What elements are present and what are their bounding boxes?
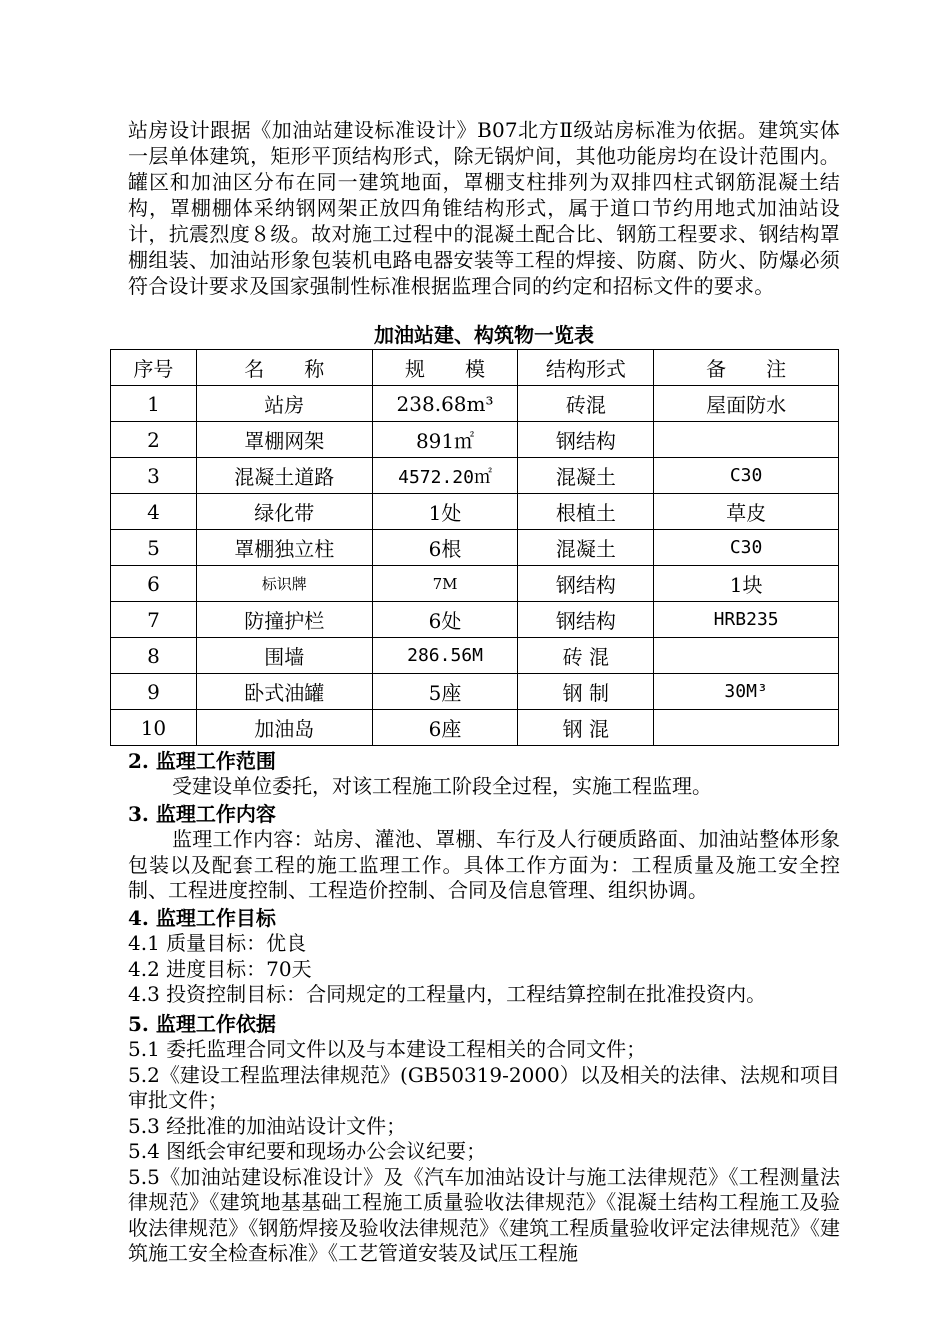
table-cell: 7M: [372, 566, 518, 602]
table-cell: [654, 710, 839, 746]
header-cell: 规 模: [372, 350, 518, 386]
table-row: [111, 386, 839, 422]
list-item: 5.1 委托监理合同文件以及与本建设工程相关的合同文件；: [128, 1037, 647, 1061]
structures-table: [110, 349, 839, 746]
table-cell: 草皮: [654, 494, 839, 530]
list-item: 5.3 经批准的加油站设计文件；: [128, 1113, 407, 1138]
section-body: 监理工作内容：站房、灌池、罩棚、车行及人行硬质路面、加油站整体形象包装以及配套工程的施工监理工作。具体工作方面为：工程质量及施工安全控制、工程进度控制、工程造价控制、合同及信息管理、组织协调。: [128, 827, 840, 902]
table-cell: C30: [654, 530, 839, 566]
table-cell: 钢结构: [518, 422, 654, 458]
list-item: 4.3 投资控制目标：合同规定的工程量内，工程结算控制在批准投资内。: [128, 982, 767, 1006]
table-row: [111, 422, 839, 458]
list-item: 5.4 图纸会审纪要和现场办公会议纪要；: [128, 1139, 487, 1163]
table-cell: 钢结构: [518, 602, 654, 638]
table-cell: 6根: [372, 530, 518, 566]
table-cell: 4: [111, 494, 197, 530]
table-cell: 1: [111, 386, 197, 422]
table-cell: 5: [111, 530, 197, 566]
table-cell: 2: [111, 422, 197, 458]
section-5: [128, 1011, 840, 1267]
table-cell: 6: [111, 566, 197, 602]
table-cell: 6座: [372, 710, 518, 746]
table-row: [111, 494, 839, 530]
table-cell: 7: [111, 602, 197, 638]
table-cell: 加油岛: [196, 710, 372, 746]
table-cell: 围墙: [196, 638, 372, 674]
table-cell: 238.68m³: [372, 386, 518, 422]
table-title-wrap: [128, 322, 840, 348]
intro-paragraph: 站房设计跟据《加油站建设标准设计》B07北方Ⅱ级站房标准为依据。建筑实体一层单体建筑，矩形平顶结构形式，除无锅炉间，其他功能房均在设计范围内。罐区和加油区分布在同一建筑地面，罩棚支柱排列为双排四柱式钢筋混凝土结构，罩棚棚体采纳钢网架正放四角锥结构形式，属于道口节约用地式加油站设计，抗震烈度８级。故对施工过程中的混凝土配合比、钢筋工程要求、钢结构罩棚组装、加油站形象包装机电路电器安装等工程的焊接、防腐、防火、防爆必须符合设计要求及国家强制性标准根据监理合同的约定和招标文件的要求。: [128, 118, 840, 298]
section-heading: 4. 监理工作目标: [128, 906, 276, 930]
header-cell: 备 注: [654, 350, 839, 386]
table-cell: 1处: [372, 494, 518, 530]
table-cell: 绿化带: [196, 494, 372, 530]
table-cell: HRB235: [654, 602, 839, 638]
table-cell: 3: [111, 458, 197, 494]
list-item: 4.1 质量目标：优良: [128, 931, 307, 955]
table-cell: 卧式油罐: [196, 674, 372, 710]
section-heading: 2. 监理工作范围: [128, 749, 276, 773]
table-cell: 混凝土: [518, 530, 654, 566]
header-cell: 结构形式: [518, 350, 654, 386]
table-cell: 1块: [654, 566, 839, 602]
table-cell: 根植土: [518, 494, 654, 530]
table-row: [111, 602, 839, 638]
table-cell: 5座: [372, 674, 518, 710]
table-row: [111, 530, 839, 566]
intro-section: [128, 117, 840, 299]
table-cell: 钢结构: [518, 566, 654, 602]
section-4: [128, 905, 840, 1008]
table-cell: C30: [654, 458, 839, 494]
list-item: 5.5《加油站建设标准设计》及《汽车加油站设计与施工法律规范》《工程测量法律规范》《建筑地基基础工程施工质量验收法律规范》《混凝土结构工程施工及验收法律规范》《钢筋焊接及验收法律规范》《建筑工程质量验收评定法律规范》《建筑施工安全检查标准》《工艺管道安装及试压工程施: [128, 1164, 840, 1265]
list-item: 5.2《建设工程监理法律规范》(GB50319-2000）以及相关的法律、法规和项目审批文件；: [128, 1062, 840, 1112]
table-title: 加油站建、构筑物一览表: [374, 323, 594, 347]
table-cell: 防撞护栏: [196, 602, 372, 638]
table-cell: 标识牌: [196, 566, 372, 602]
table-row: [111, 566, 839, 602]
table-cell: 6处: [372, 602, 518, 638]
table-cell: [654, 638, 839, 674]
table-cell: [654, 422, 839, 458]
table-cell: 钢 制: [518, 674, 654, 710]
list-item: 4.2 进度目标：70天: [128, 956, 312, 981]
table-cell: 混凝土: [518, 458, 654, 494]
section-body: 受建设单位委托，对该工程施工阶段全过程，实施工程监理。: [172, 774, 712, 798]
table-cell: 屋面防水: [654, 386, 839, 422]
section-heading: 5. 监理工作依据: [128, 1012, 276, 1036]
table-cell: 4572.20㎡: [372, 458, 518, 494]
table-cell: 286.56M: [372, 638, 518, 674]
table-cell: 砖混: [518, 386, 654, 422]
table-cell: 罩棚独立柱: [196, 530, 372, 566]
section-heading: 3. 监理工作内容: [128, 802, 276, 826]
table-cell: 钢 混: [518, 710, 654, 746]
table-cell: 罩棚网架: [196, 422, 372, 458]
table-cell: 混凝土道路: [196, 458, 372, 494]
table-cell: 8: [111, 638, 197, 674]
table-row: [111, 710, 839, 746]
table-cell: 9: [111, 674, 197, 710]
header-cell: 序号: [111, 350, 197, 386]
table-cell: 砖 混: [518, 638, 654, 674]
table-cell: 10: [111, 710, 197, 746]
table-row: [111, 458, 839, 494]
section-3: [128, 801, 840, 904]
table-header-row: [111, 350, 839, 386]
table-cell: 891㎡: [372, 422, 518, 458]
table-cell: 站房: [196, 386, 372, 422]
table-row: [111, 674, 839, 710]
section-2: [128, 748, 840, 800]
table-cell: 30M³: [654, 674, 839, 710]
table-row: [111, 638, 839, 674]
header-cell: 名 称: [196, 350, 372, 386]
